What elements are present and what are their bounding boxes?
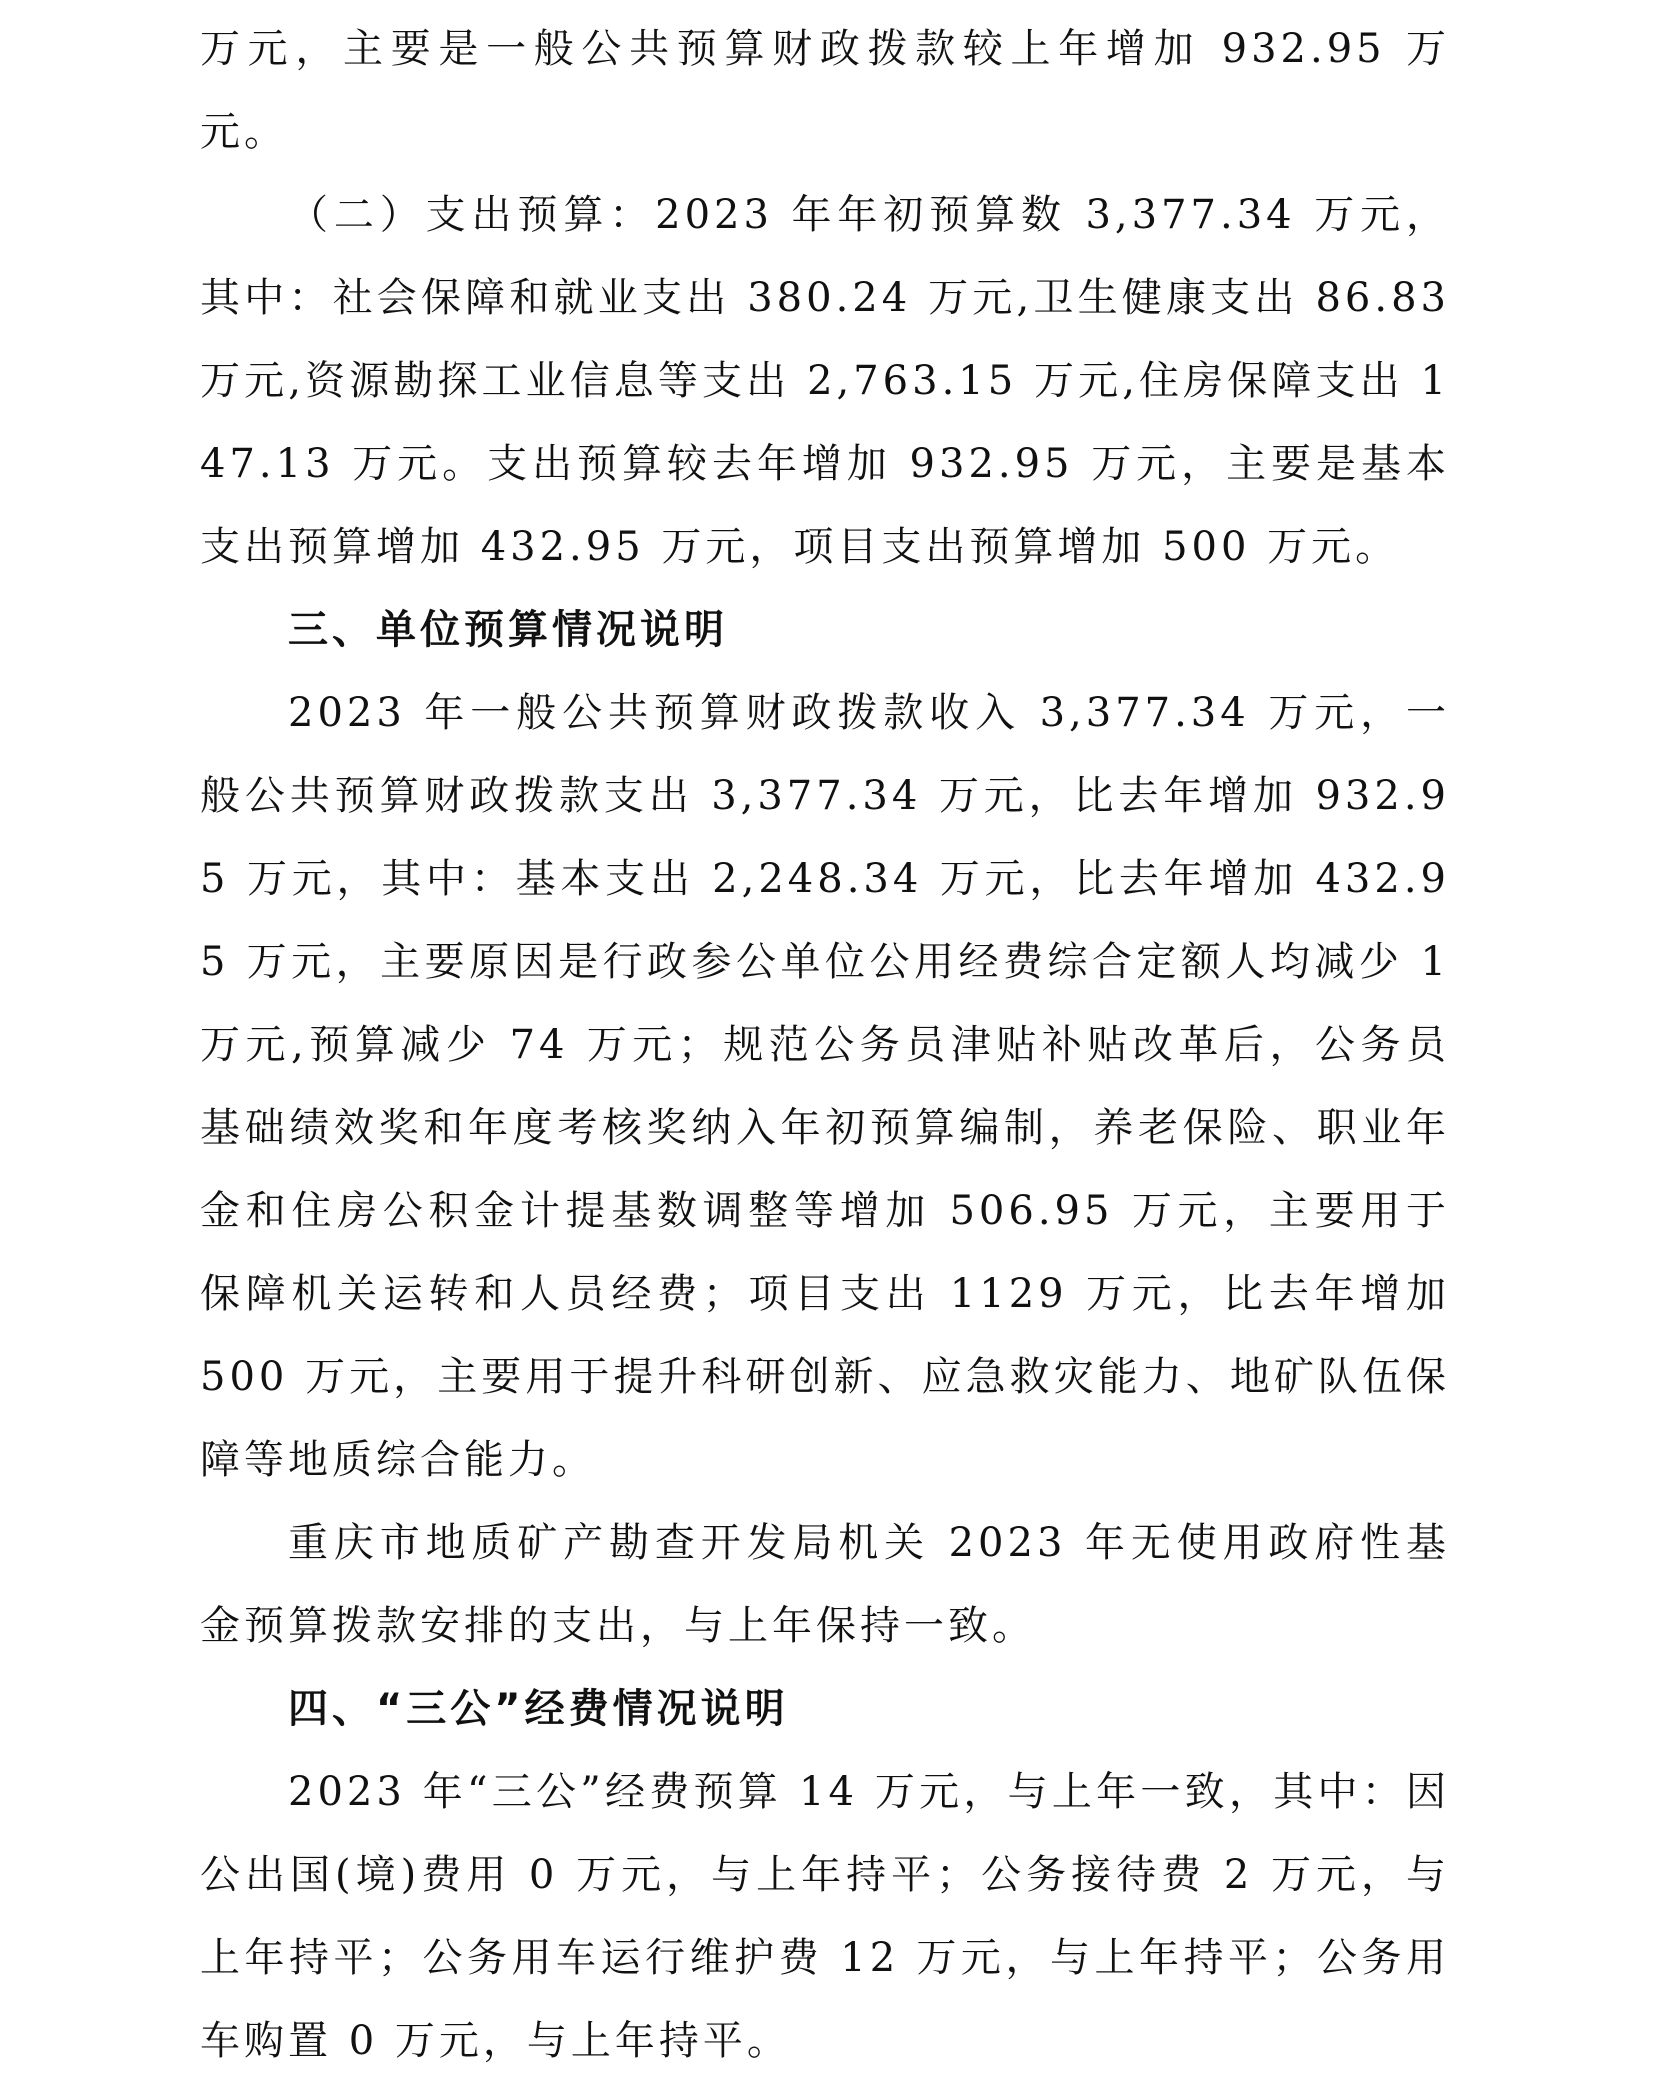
paragraph-expenditure-budget: （二）支出预算：2023 年年初预算数 3,377.34 万元，其中：社会保障和就业支出 380.24 万元,卫生健康支出 86.83 万元,资源勘探工业信息等支出 2,763.15 万元,住房保障支出 147.13 万元。支出预算较去年增加 932.95 万元，主要是基本支出预算增加 432.95 万元，项目支出预算增加 500 万元。 [200, 192, 1450, 570]
section-heading-unit-budget: 三、单位预算情况说明 [288, 607, 728, 653]
paragraph-unit-budget: 2023 年一般公共预算财政拨款收入 3,377.34 万元，一般公共预算财政拨款支出 3,377.34 万元，比去年增加 932.95 万元，其中：基本支出 2,248.34 万元，比去年增加 432.95 万元，主要原因是行政参公单位公用经费综合定额人均减少 1 万元,预算减少 74 万元；规范公务员津贴补贴改革后，公务员基础绩效奖和年度考核奖纳入年初预算编制，养老保险、职业年金和住房公积金计提基数调整等增加 506.95 万元，主要用于保障机关运转和人员经费；项目支出 1129 万元，比去年增加 500 万元，主要用于提升科研创新、应急救灾能力、地矿队伍保障等地质综合能力。 [200, 690, 1450, 1483]
paragraph-income-continuation: 万元，主要是一般公共预算财政拨款较上年增加 932.95 万元。 [200, 26, 1450, 155]
document-body [200, 8, 1450, 2083]
paragraph-three-public-expenses: 2023 年“三公”经费预算 14 万元，与上年一致，其中：因公出国(境)费用 0 万元，与上年持平；公务接待费 2 万元，与上年持平；公务用车运行维护费 12 万元，与上年持平；公务用车购置 0 万元，与上年持平。 [200, 1769, 1450, 2064]
paragraph-government-fund: 重庆市地质矿产勘查开发局机关 2023 年无使用政府性基金预算拨款安排的支出，与上年保持一致。 [200, 1520, 1450, 1649]
section-heading-three-public: 四、“三公”经费情况说明 [288, 1686, 789, 1732]
